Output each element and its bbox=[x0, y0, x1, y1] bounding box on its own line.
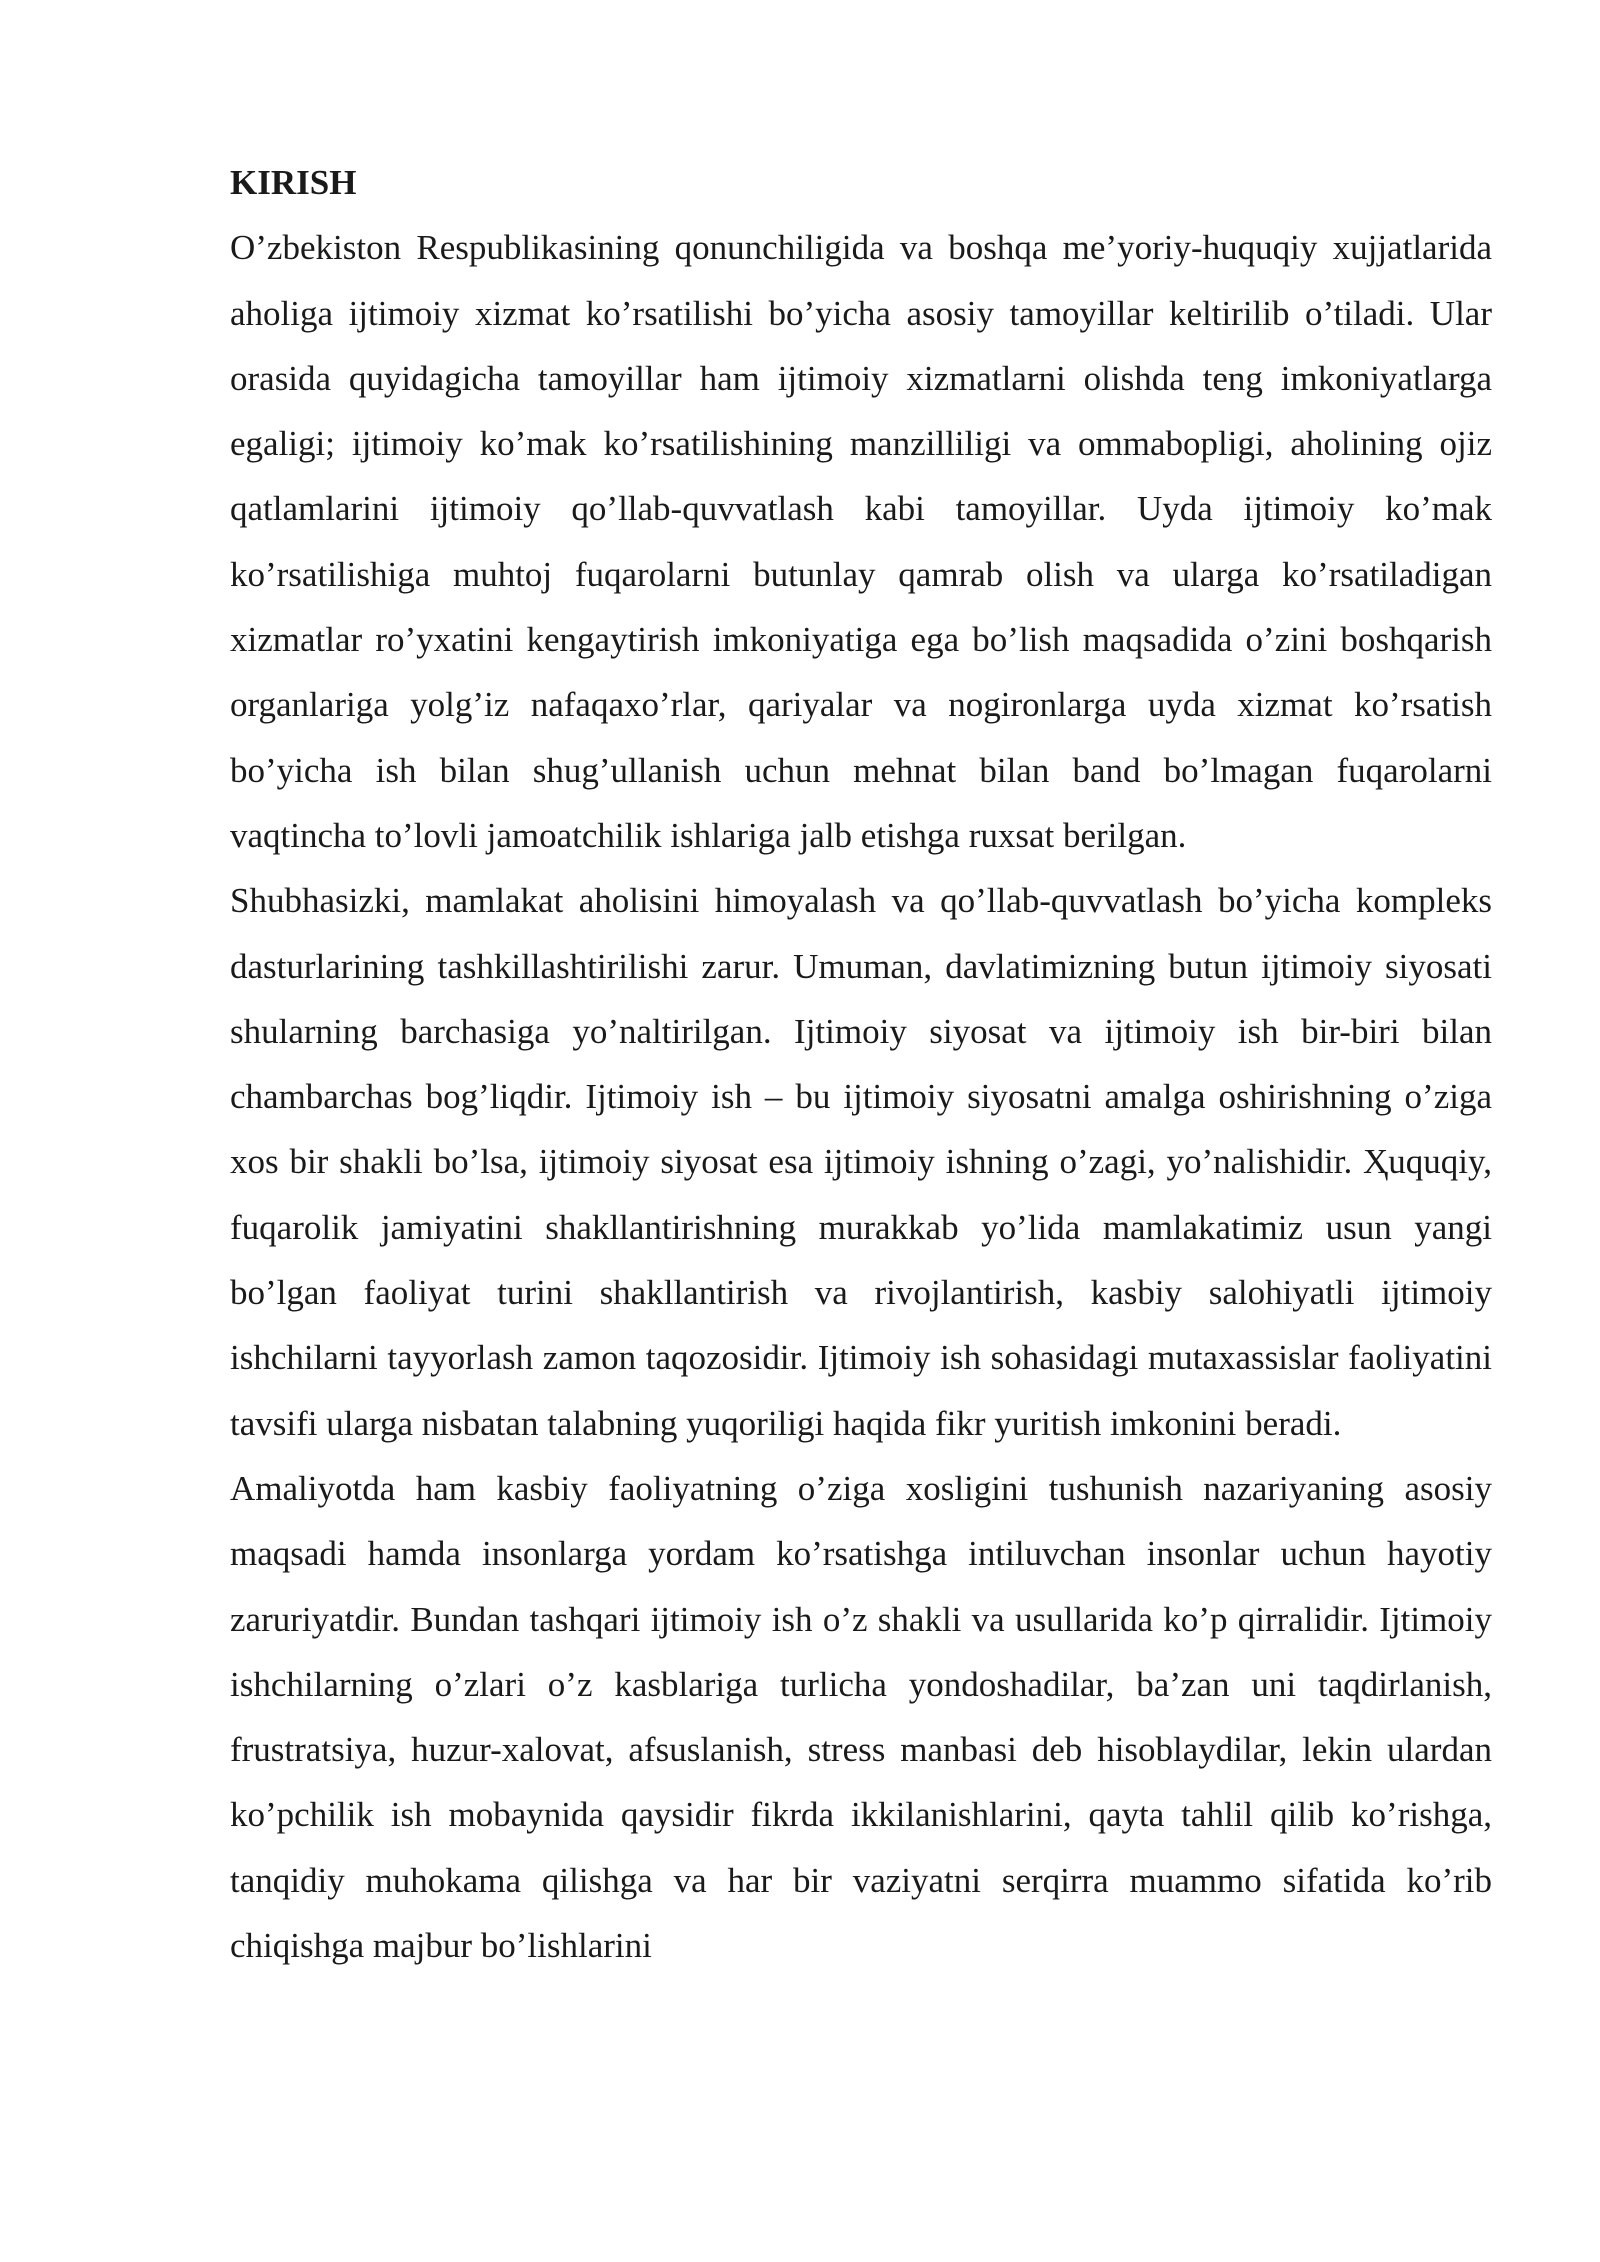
document-heading: KIRISH bbox=[230, 163, 357, 202]
paragraph-3: Amaliyotda ham kasbiy faoliyatning o’ziga xosligini tushunish nazariyaning asosiy maqsadi hamda insonlarga yordam ko’rsatishga intiluvchan insonlar uchun hayotiy zaruriyatdir. Bundan tashqari ijtimoiy ish o’z shakli va usullarida ko’p qirralidir. Ijtimoiy ishchilarning o’zlari o’z kasblariga turlicha yondoshadilar, ba’zan uni taqdirlanish, frustratsiya, huzur-xalovat, afsuslanish, stress manbasi deb hisoblaydilar, lekin ulardan ko’pchilik ish mobaynida qaysidir fikrda ikkilanishlarini, qayta tahlil qilib ko’rishga, tanqidiy muhokama qilishga va har bir vaziyatni serqirra muammo sifatida ko’rib chiqishga majbur bo’lishlarini bbox=[230, 1468, 1492, 1966]
paragraph-2: Shubhasizki, mamlakat aholisini himoyalash va qo’llab-quvvatlash bo’yicha kompleks dasturlarining tashkillashtirilishi zarur. Umuman, davlatimizning butun ijtimoiy siyosati shularning barchasiga yo’naltirilgan. Ijtimoiy siyosat va ijtimoiy ish bir-biri bilan chambarchas bog’liqdir. Ijtimoiy ish – bu ijtimoiy siyosatni amalga oshirishning o’ziga xos bir shakli bo’lsa, ijtimoiy siyosat esa ijtimoiy ishning o’zagi, yo’nalishidir. Ҳuquqiy, fuqarolik jamiyatini shakllantirishning murakkab yo’lida mamlakatimiz usun yangi bo’lgan faoliyat turini shakllantirish va rivojlantirish, kasbiy salohiyatli ijtimoiy ishchilarni tayyorlash zamon taqozosidir. Ijtimoiy ish sohasidagi mutaxassislar faoliyatini tavsifi ularga nisbatan talabning yuqoriligi haqida fikr yuritish imkonini beradi. bbox=[230, 881, 1492, 1443]
document-page bbox=[230, 150, 1492, 1978]
paragraph-1: O’zbekiston Respublikasining qonunchiligida va boshqa me’yoriy-huquqiy xujjatlarida aholiga ijtimoiy xizmat ko’rsatilishi bo’yicha asosiy tamoyillar keltirilib o’tiladi. Ular orasida quyidagicha tamoyillar ham ijtimoiy xizmatlarni olishda teng imkoniyatlarga egaligi; ijtimoiy ko’mak ko’rsatilishining manzilliligi va ommabopligi, aholining ojiz qatlamlarini ijtimoiy qo’llab-quvvatlash kabi tamoyillar. Uyda ijtimoiy ko’mak ko’rsatilishiga muhtoj fuqarolarni butunlay qamrab olish va ularga ko’rsatiladigan xizmatlar ro’yxatini kengaytirish imkoniyatiga ega bo’lish maqsadida o’zini boshqarish organlariga yolg’iz nafaqaxo’rlar, qariyalar va nogironlarga uyda xizmat ko’rsatish bo’yicha ish bilan shug’ullanish uchun mehnat bilan band bo’lmagan fuqarolarni vaqtincha to’lovli jamoatchilik ishlariga jalb etishga ruxsat berilgan. bbox=[230, 228, 1492, 855]
